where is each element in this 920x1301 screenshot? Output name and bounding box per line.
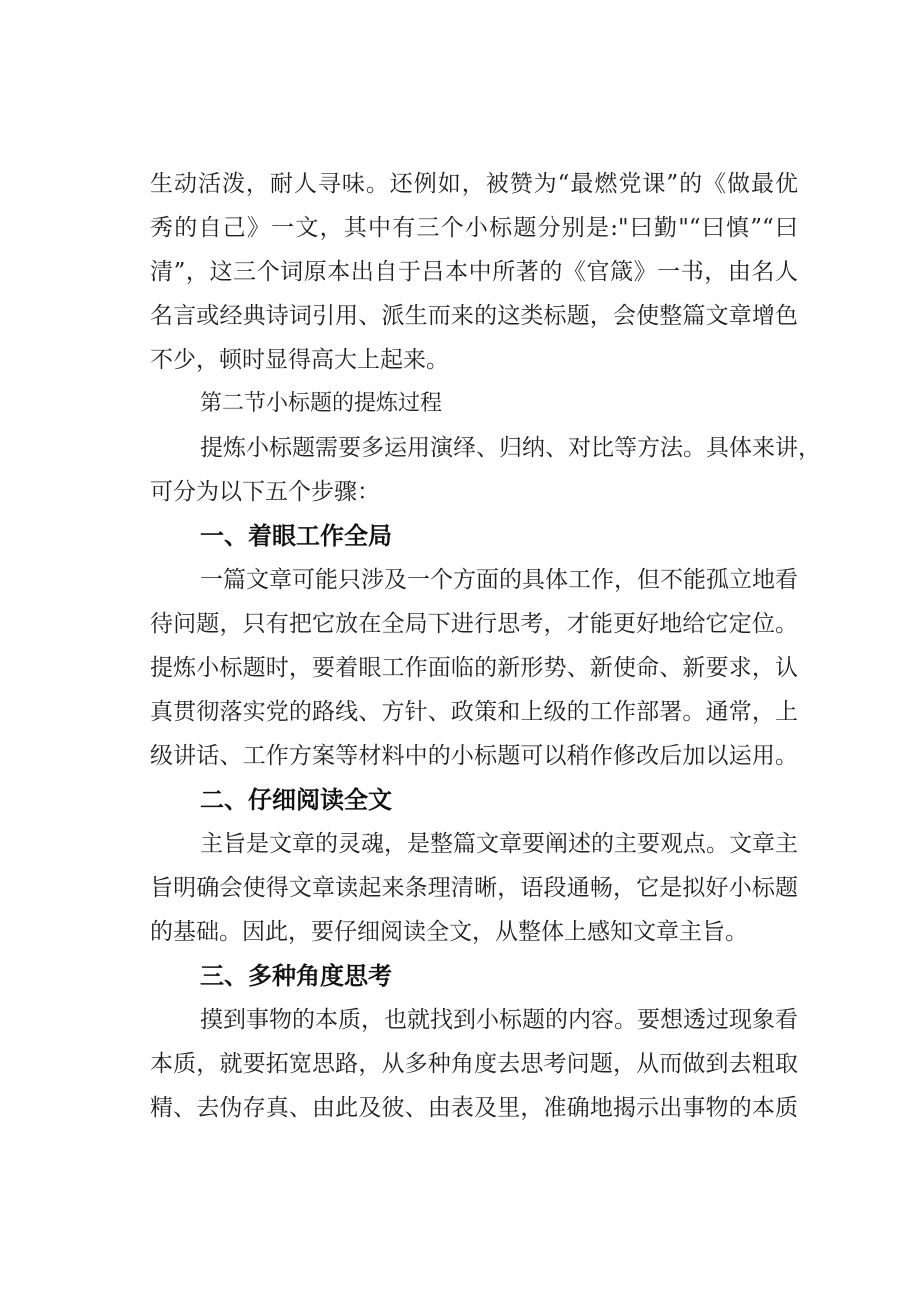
step-3-paragraph	[150, 998, 798, 1130]
text-line: 主旨是文章的灵魂，是整篇文章要阐述的主要观点。文章主	[200, 831, 798, 857]
text-line: 的基础。因此，要仔细阅读全文，从整体上感知文章主旨。	[150, 919, 748, 945]
text-line: 清”，这三个词原本出自于吕本中所著的《官箴》一书，由名人	[150, 259, 798, 285]
text-line: 名言或经典诗词引用、派生而来的这类标题，会使整篇文章增色	[150, 303, 798, 329]
step-3-title: 三、多种角度思考	[200, 962, 392, 990]
document-body	[150, 162, 821, 1130]
text-line: 旨明确会使得文章读起来条理清晰，语段通畅，它是拟好小标题	[150, 875, 798, 901]
step-1-paragraph	[150, 558, 798, 778]
section-heading: 第二节小标题的提炼过程	[200, 391, 443, 416]
step-2-title: 二、仔细阅读全文	[200, 786, 392, 814]
text-line: 精、去伪存真、由此及彼、由表及里，准确地揭示出事物的本质	[150, 1095, 798, 1121]
text-line: 不少，顿时显得高大上起来。	[150, 347, 449, 373]
text-line: 级讲话、工作方案等材料中的小标题可以稍作修改后加以运用。	[150, 743, 798, 769]
text-line: 真贯彻落实党的路线、方针、政策和上级的工作部署。通常，上	[150, 699, 798, 725]
paragraph-continuation	[150, 162, 798, 382]
text-line: 秀的自己》一文，其中有三个小标题分别是:"曰勤"“曰慎”“曰	[150, 215, 798, 241]
step-1-title: 一、着眼工作全局	[200, 522, 392, 550]
text-line: 生动活泼，耐人寻味。还例如，被赞为“最燃党课”的《做最优	[150, 171, 798, 197]
text-line: 可分为以下五个步骤：	[150, 479, 380, 505]
text-line: 摸到事物的本质，也就找到小标题的内容。要想透过现象看	[200, 1007, 798, 1033]
intro-paragraph	[150, 426, 821, 514]
text-line: 一篇文章可能只涉及一个方面的具体工作，但不能孤立地看	[200, 567, 798, 593]
text-line: 待问题，只有把它放在全局下进行思考，才能更好地给它定位。	[150, 611, 798, 637]
text-line: 本质，就要拓宽思路，从多种角度去思考问题，从而做到去粗取	[150, 1051, 798, 1077]
step-2-paragraph	[150, 822, 798, 954]
text-line: 提炼小标题时，要着眼工作面临的新形势、新使命、新要求，认	[150, 655, 798, 681]
text-line: 提炼小标题需要多运用演绎、归纳、对比等方法。具体来讲，	[200, 435, 821, 461]
